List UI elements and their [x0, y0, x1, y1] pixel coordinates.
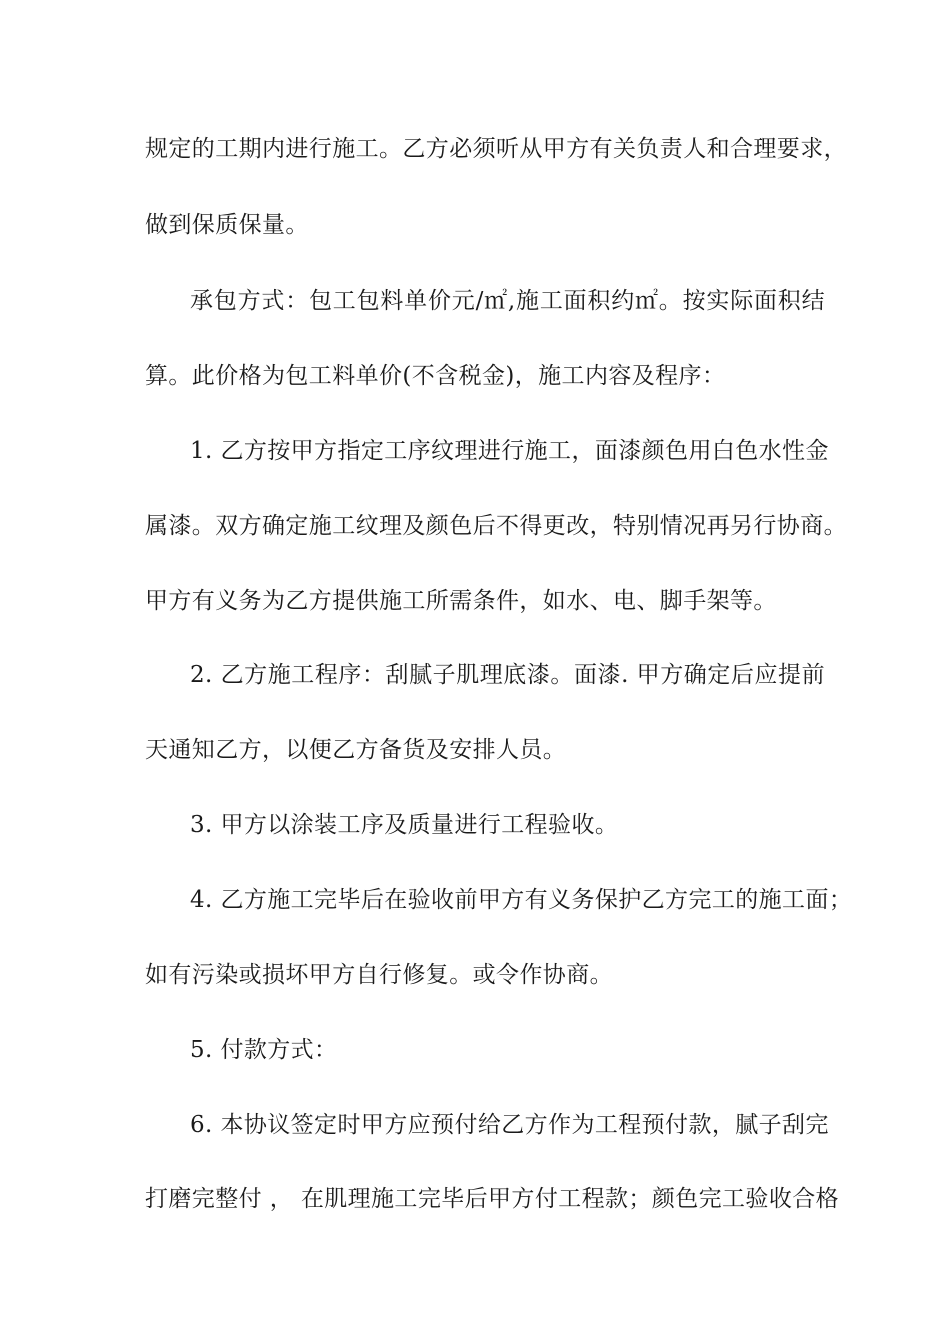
text-line: 1. 乙方按甲方指定工序纹理进行施工，面漆颜色用白色水性金: [190, 438, 829, 464]
text-line: 6. 本协议签定时甲方应预付给乙方作为工程预付款，腻子刮完: [190, 1112, 829, 1138]
text-line: 3. 甲方以涂装工序及质量进行工程验收。: [190, 812, 619, 838]
text-line: 承包方式：包工包料单价元/㎡,施工面积约㎡。按实际面积结: [190, 288, 825, 314]
text-line: 2. 乙方施工程序：刮腻子肌理底漆。面漆. 甲方确定后应提前: [190, 662, 825, 688]
text-line: 5. 付款方式：: [190, 1037, 338, 1063]
text-line: 做到保质保量。: [145, 212, 309, 238]
text-line: 算。此价格为包工料单价(不含税金)，施工内容及程序：: [145, 363, 726, 389]
text-line: 如有污染或损坏甲方自行修复。或令作协商。: [145, 962, 613, 988]
text-line: 规定的工期内进行施工。乙方必须听从甲方有关负责人和合理要求，: [145, 136, 847, 162]
text-line: 4. 乙方施工完毕后在验收前甲方有义务保护乙方完工的施工面；: [190, 887, 853, 913]
text-line: 天通知乙方，以便乙方备货及安排人员。: [145, 737, 567, 763]
text-line: 甲方有义务为乙方提供施工所需条件，如水、电、脚手架等。: [145, 588, 777, 614]
text-line: 打磨完整付 ， 在肌理施工完毕后甲方付工程款；颜色完工验收合格: [145, 1186, 840, 1212]
text-line: 属漆。双方确定施工纹理及颜色后不得更改，特别情况再另行协商。: [145, 513, 847, 539]
